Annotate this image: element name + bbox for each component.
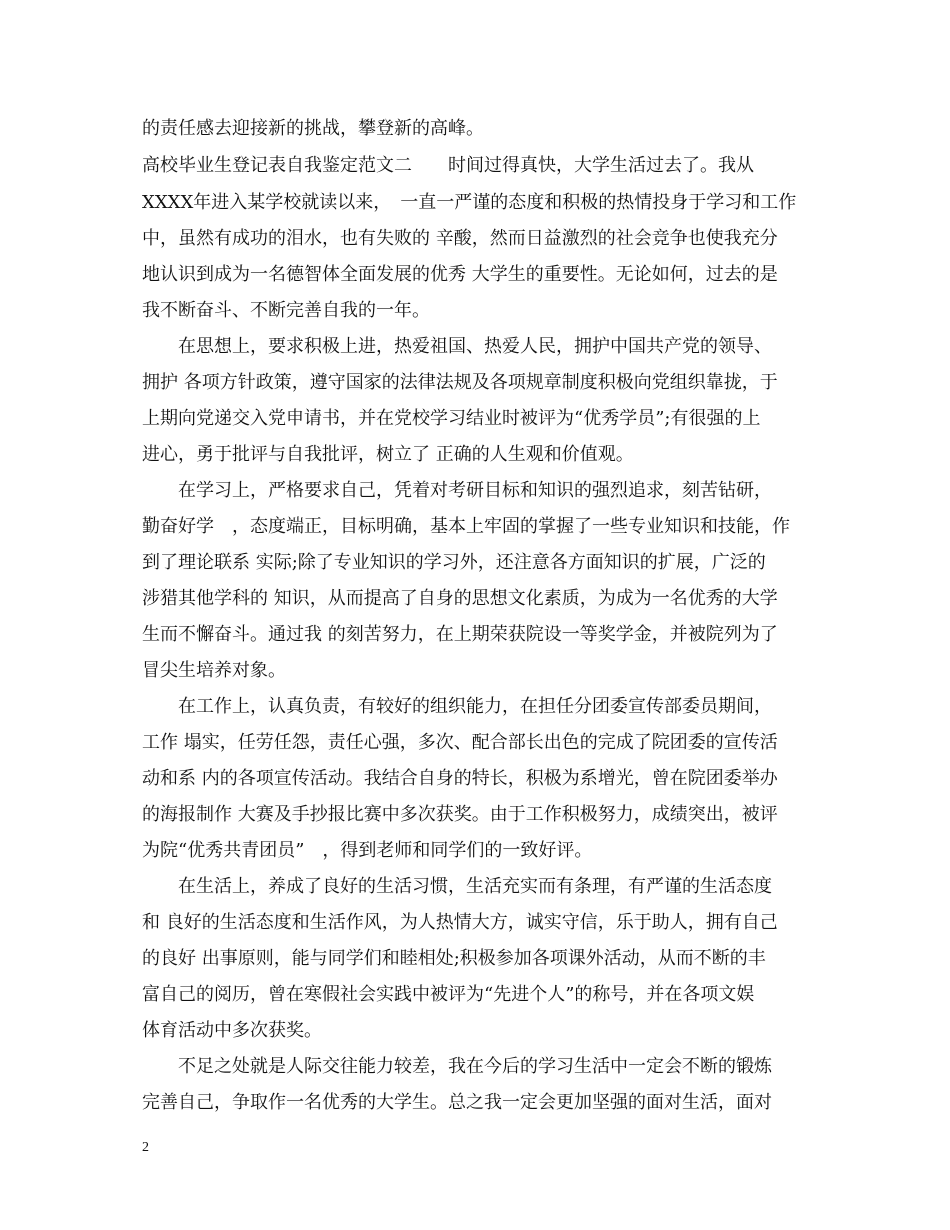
paragraph-first-line: 在思想上，要求积极上进，热爱祖国、热爱人民，拥护中国共产党的领导、 xyxy=(178,336,772,357)
page-number: 2 xyxy=(142,1140,149,1155)
body-line: 的海报制作 大赛及手抄报比赛中多次获奖。由于工作积极努力，成绩突出，被评 xyxy=(142,804,778,825)
body-line: 勤奋好学 ，态度端正，目标明确，基本上牢固的掌握了一些专业知识和技能，作 xyxy=(142,516,790,537)
body-line: 为院“优秀共青团员” ，得到老师和同学们的一致好评。 xyxy=(142,840,593,861)
body-line: 地认识到成为一名德智体全面发展的优秀 大学生的重要性。无论如何，过去的是 xyxy=(142,264,778,285)
body-line: 富自己的阅历，曾在寒假社会实践中被评为“先进个人”的称号，并在各项文娱 xyxy=(142,984,755,1005)
paragraph-first-line: 在工作上，认真负责，有较好的组织能力，在担任分团委宣传部委员期间， xyxy=(178,696,772,717)
body-line: 到了理论联系 实际;除了专业知识的学习外，还注意各方面知识的扩展，广泛的 xyxy=(142,552,766,573)
body-line: 完善自己，争取作一名优秀的大学生。总之我一定会更加坚强的面对生活，面对 xyxy=(142,1092,772,1113)
body-line: 冒尖生培养对象。 xyxy=(142,660,286,681)
body-line: 涉猎其他学科的 知识，从而提高了自身的思想文化素质，为成为一名优秀的大学 xyxy=(142,588,778,609)
body-line: 高校毕业生登记表自我鉴定范文二 时间过得真快，大学生活过去了。我从 xyxy=(142,155,754,176)
body-line: 的良好 出事原则，能与同学们和睦相处;积极参加各项课外活动，从而不断的丰 xyxy=(142,948,766,969)
body-line: 的责任感去迎接新的挑战，攀登新的高峰。 xyxy=(142,118,484,139)
body-line: 我不断奋斗、不断完善自我的一年。 xyxy=(142,300,430,321)
body-line: XXXX年进入某学校就读以来， 一直一严谨的态度和积极的热情投身于学习和工作 xyxy=(142,192,797,213)
body-line: 动和系 内的各项宣传活动。我结合自身的特长，积极为系增光，曾在院团委举办 xyxy=(142,768,778,789)
paragraph-first-line: 不足之处就是人际交往能力较差，我在今后的学习生活中一定会不断的锻炼 xyxy=(178,1056,772,1077)
body-line: 中，虽然有成功的泪水，也有失败的 辛酸，然而日益激烈的社会竞争也使我充分 xyxy=(142,228,778,249)
body-line: 和 良好的生活态度和生活作风，为人热情大方，诚实守信，乐于助人，拥有自己 xyxy=(142,912,778,933)
body-line: 上期向党递交入党申请书，并在党校学习结业时被评为“优秀学员”;有很强的上 xyxy=(142,408,761,429)
body-line: 工作 塌实，任劳任怨，责任心强，多次、配合部长出色的完成了院团委的宣传活 xyxy=(142,732,778,753)
body-line: 进心，勇于批评与自我批评，树立了 正确的人生观和价值观。 xyxy=(142,444,634,465)
body-line: 拥护 各项方针政策，遵守国家的法律法规及各项规章制度积极向党组织靠拢，于 xyxy=(142,372,778,393)
body-line: 生而不懈奋斗。通过我 的刻苦努力，在上期荣获院设一等奖学金，并被院列为了 xyxy=(142,624,778,645)
body-line: 体育活动中多次获奖。 xyxy=(142,1020,322,1041)
paragraph-first-line: 在生活上，养成了良好的生活习惯，生活充实而有条理，有严谨的生活态度 xyxy=(178,876,772,897)
paragraph-first-line: 在学习上，严格要求自己，凭着对考研目标和知识的强烈追求，刻苦钻研， xyxy=(178,480,772,501)
